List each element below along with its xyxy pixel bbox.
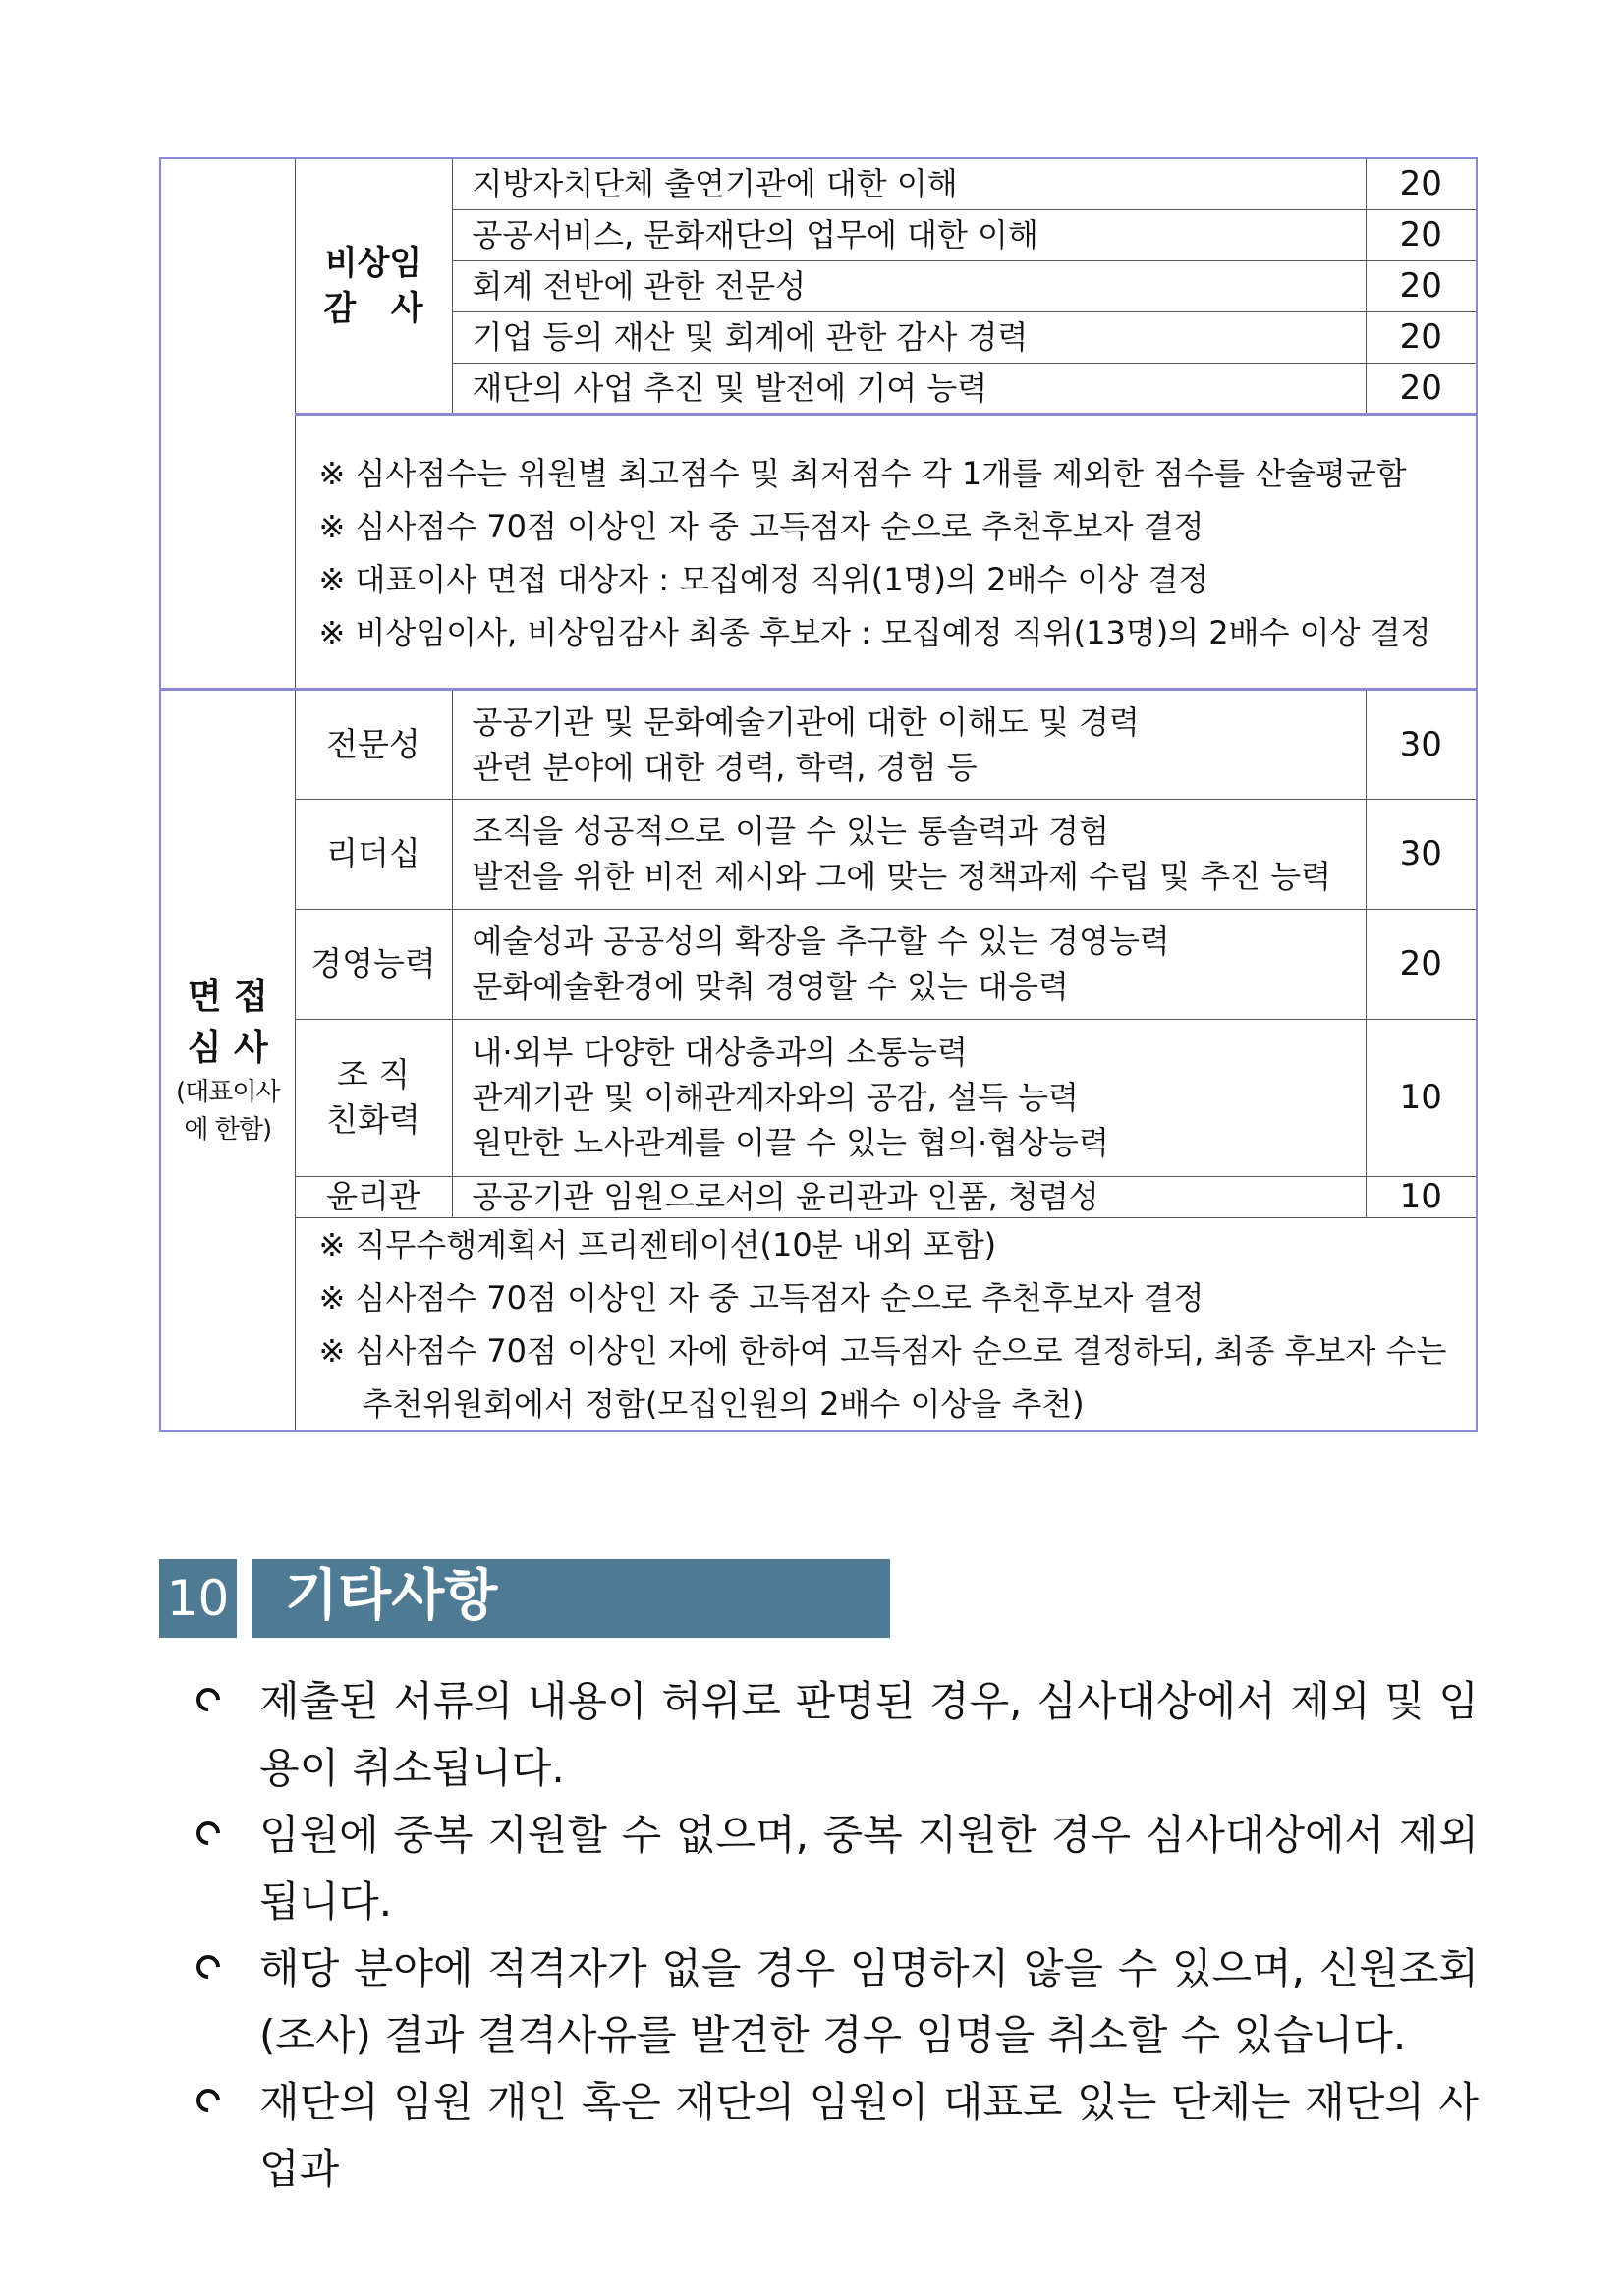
note-line: ※ 심사점수 70점 이상인 자 중 고득점자 순으로 추천후보자 결정: [318, 1278, 1204, 1316]
note-line: ※ 심사점수는 위원별 최고점수 및 최저점수 각 1개를 제외한 점수를 산술평균함: [318, 455, 1407, 492]
category-auditor-line1: 비상임: [324, 243, 422, 283]
interview-criterion: [452, 909, 1366, 1019]
circle-bullet-icon: [192, 2084, 225, 2117]
criterion-line: 관련 분야에 대한 경력, 학력, 경험 등: [472, 748, 978, 786]
note-continuation: 추천위원회에서 정함(모집인원의 2배수 이상을 추천): [362, 1384, 1085, 1423]
note-line: ※ 대표이사 면접 대상자 : 모집예정 직위(1명)의 2배수 이상 결정: [318, 561, 1209, 598]
list-item-text: 제출된 서류의 내용이 허위로 판명된 경우, 심사대상에서 제외 및 임용이 취소됩니다.: [259, 1677, 1479, 1792]
interview-label-line2: 심 사: [187, 1028, 268, 1068]
criterion-line: 내·외부 다양한 대상층과의 소통능력: [472, 1034, 968, 1071]
list-item-text: 임원에 중복 지원할 수 없으며, 중복 지원한 경우 심사대상에서 제외됩니다.: [259, 1811, 1479, 1926]
section-number: 10: [159, 1559, 237, 1638]
category-line: 조 직: [336, 1055, 411, 1093]
note-line: ※ 직무수행계획서 프리젠테이션(10분 내외 포함): [318, 1225, 997, 1263]
section-title: 기타사항: [285, 1564, 498, 1628]
section-label-empty: [160, 158, 295, 689]
interview-criterion: 공공기관 임원으로서의 윤리관과 인품, 청렴성: [452, 1176, 1366, 1217]
list-item-text: 재단의 임원 개인 혹은 재단의 임원이 대표로 있는 단체는 재단의 사업과: [259, 2078, 1479, 2193]
list-item-text: 해당 분야에 적격자가 없을 경우 임명하지 않을 수 있으며, 신원조회(조사) 결과 결격사유를 발견한 경우 임명을 취소할 수 있습니다.: [259, 1944, 1479, 2059]
circle-bullet-icon: [192, 1683, 225, 1716]
interview-label-sub1: (대표이사: [175, 1078, 280, 1107]
criterion-text: 공공서비스, 문화재단의 업무에 대한 이해: [452, 209, 1366, 260]
criterion-line: 조직을 성공적으로 이끌 수 있는 통솔력과 경험: [472, 812, 1109, 850]
interview-label-sub2: 에 한함): [184, 1115, 272, 1145]
circle-bullet-icon: [192, 1950, 225, 1984]
criterion-line: 원만한 노사관계를 이끌 수 있는 협의·협상능력: [472, 1124, 1109, 1161]
interview-criterion: [452, 1019, 1366, 1176]
criterion-score: 20: [1366, 363, 1477, 414]
interview-category: 리더십: [295, 799, 452, 909]
category-line: 친화력: [326, 1100, 420, 1139]
note-line: ※ 비상임이사, 비상임감사 최종 후보자 : 모집예정 직위(13명)의 2배수 이상 결정: [318, 614, 1431, 651]
criterion-text: 회계 전반에 관한 전문성: [452, 260, 1366, 311]
criterion-line: 발전을 위한 비전 제시와 그에 맞는 정책과제 수립 및 추진 능력: [472, 858, 1332, 895]
interview-label-line1: 면 접: [187, 977, 268, 1017]
list-item: [196, 2069, 1479, 2203]
circle-bullet-icon: [192, 1817, 225, 1850]
list-item: [196, 1935, 1479, 2069]
interview-score: 30: [1366, 799, 1477, 909]
interview-category: [295, 1019, 452, 1176]
criterion-score: 20: [1366, 311, 1477, 363]
notice-list: [196, 1668, 1479, 2203]
category-auditor-line2: 감 사: [323, 288, 423, 328]
interview-score: 20: [1366, 909, 1477, 1019]
interview-section-label: [160, 689, 295, 1431]
interview-notes: [295, 1217, 1477, 1431]
criterion-score: 20: [1366, 158, 1477, 209]
interview-criterion: [452, 689, 1366, 799]
interview-category: 윤리관: [295, 1176, 452, 1217]
criterion-text: 기업 등의 재산 및 회계에 관한 감사 경력: [452, 311, 1366, 363]
note-line: ※ 심사점수 70점 이상인 자에 한하여 고득점자 순으로 결정하되, 최종 후보자 수는: [318, 1331, 1447, 1370]
criterion-text: 재단의 사업 추진 및 발전에 기여 능력: [452, 363, 1366, 414]
interview-category: 경영능력: [295, 909, 452, 1019]
interview-score: 10: [1366, 1019, 1477, 1176]
criterion-score: 20: [1366, 209, 1477, 260]
criterion-line: 공공기관 및 문화예술기관에 대한 이해도 및 경력: [472, 702, 1140, 741]
interview-criterion: [452, 799, 1366, 909]
criterion-score: 20: [1366, 260, 1477, 311]
list-item: [196, 1802, 1479, 1935]
list-item: [196, 1668, 1479, 1802]
auditor-notes: [295, 414, 1477, 689]
interview-score: 30: [1366, 689, 1477, 799]
criterion-line: 예술성과 공공성의 확장을 추구할 수 있는 경영능력: [472, 923, 1170, 960]
interview-score: 10: [1366, 1176, 1477, 1217]
criterion-line: 관계기관 및 이해관계자와의 공감, 설득 능력: [472, 1079, 1079, 1116]
criterion-line: 문화예술환경에 맞춰 경영할 수 있는 대응력: [472, 968, 1069, 1005]
interview-category: 전문성: [295, 689, 452, 799]
note-line: ※ 심사점수 70점 이상인 자 중 고득점자 순으로 추천후보자 결정: [318, 508, 1204, 545]
category-auditor: [295, 158, 452, 414]
evaluation-criteria-table: [159, 157, 1478, 1432]
criterion-text: 지방자치단체 출연기관에 대한 이해: [452, 158, 1366, 209]
